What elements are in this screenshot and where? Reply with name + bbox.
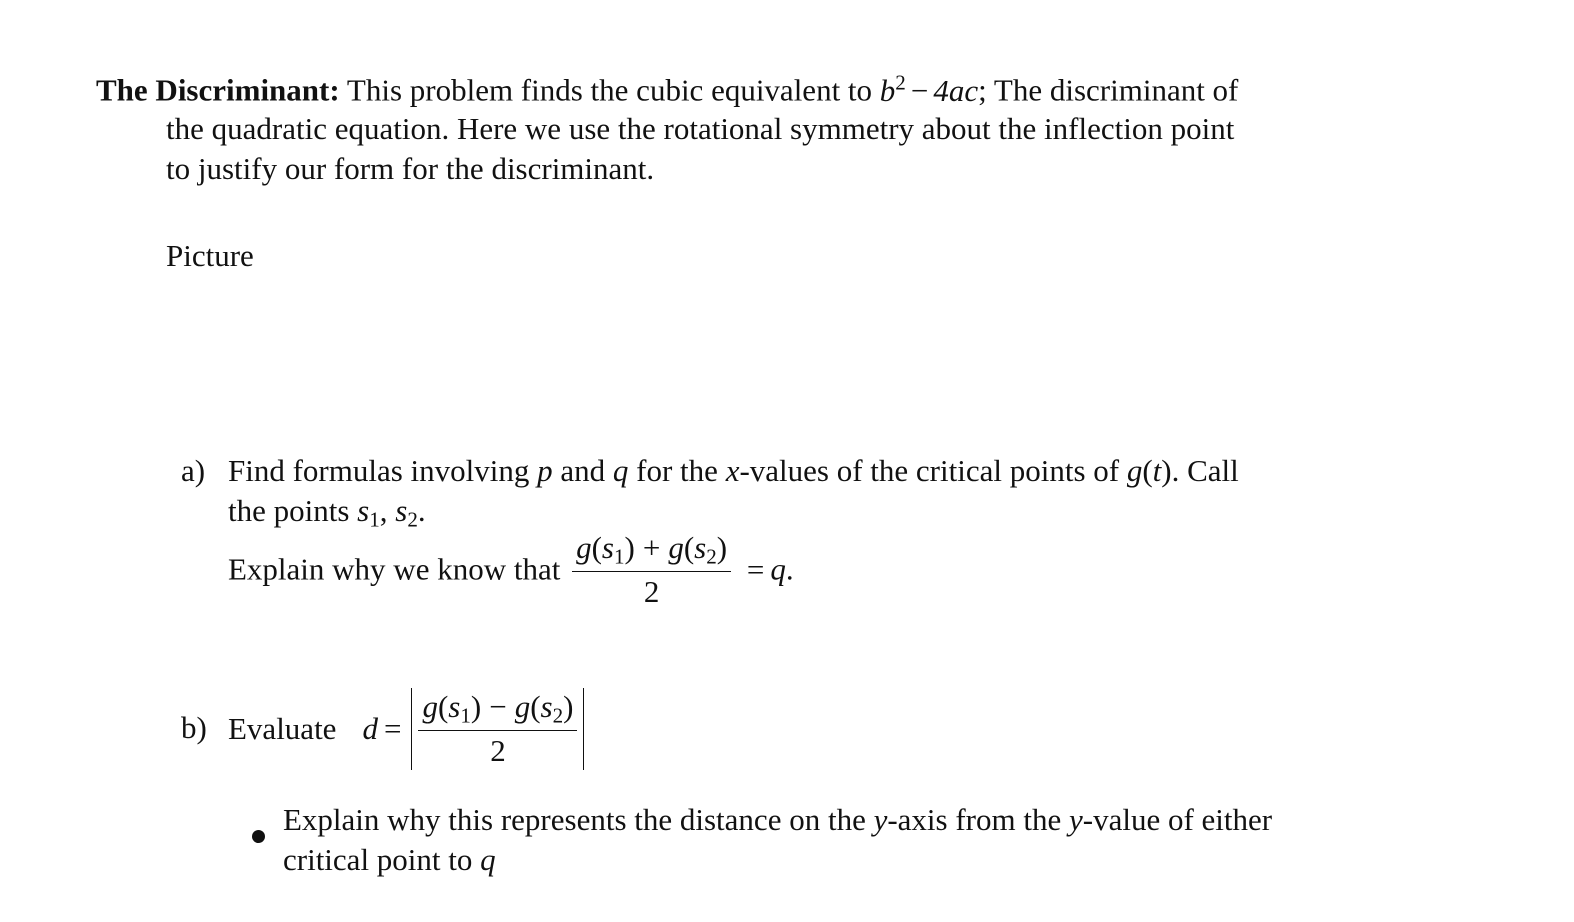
heading-line-3: to justify our form for the discriminant. xyxy=(166,151,655,186)
part-a-line-1: Find formulas involving p and q for the x-values of the critical points of g(t). Call xyxy=(228,453,1239,488)
heading-line-1-tail: ; The discriminant of xyxy=(978,72,1239,108)
heading-intro: This problem finds the cubic equivalent to xyxy=(346,72,873,108)
heading-line-1 xyxy=(96,70,1238,109)
part-b-label: b) xyxy=(181,710,207,745)
bullet-line-2: critical point to q xyxy=(283,842,496,877)
heading-title: The Discriminant: xyxy=(96,72,340,108)
sum-average-fraction xyxy=(572,530,731,609)
part-a-line-2: the points $s_1$, $s_2$. xyxy=(228,493,426,532)
bullet-dot-icon xyxy=(252,830,265,843)
fraction-numerator: $g(s_1) - g(s_2)$ xyxy=(422,689,574,728)
part-a-label: a) xyxy=(181,453,206,488)
part-b-expression: Evaluate d = $\frac{g(s_1) - g(s_2)}{2}$ xyxy=(228,688,584,770)
difference-half-fraction xyxy=(418,689,577,768)
fraction-numerator: $g(s_1) + g(s_2)$ xyxy=(576,530,728,569)
part-a-explain: Explain why we know that $\frac{g(s_1) + g(s_2)}{2}$ = q. xyxy=(228,530,794,609)
fraction-denominator: 2 xyxy=(643,573,660,609)
bullet-marker xyxy=(252,815,265,851)
heading-line-2: the quadratic equation. Here we use the rotational symmetry about the inflection point xyxy=(166,111,1235,146)
picture-label: Picture xyxy=(166,238,254,273)
discriminant-formula: $b^2 - 4ac$ xyxy=(879,70,979,108)
fraction-denominator: 2 xyxy=(490,732,506,768)
absolute-value-bars xyxy=(411,688,584,770)
bullet-line-1: Explain why this represents the distance on the y-axis from the y-value of either xyxy=(283,802,1273,837)
